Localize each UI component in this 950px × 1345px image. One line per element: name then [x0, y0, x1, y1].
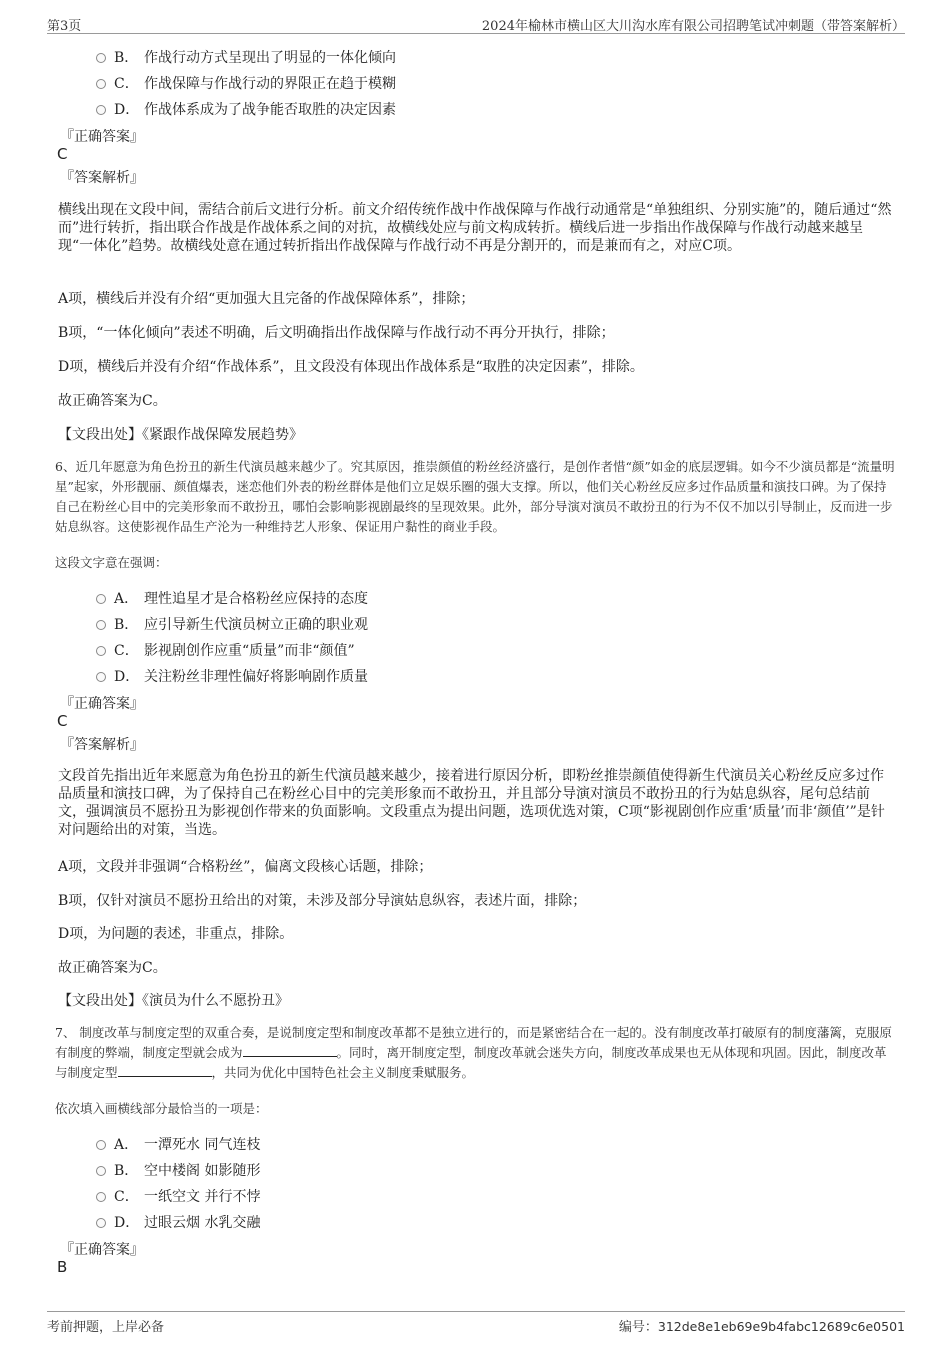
radio-icon[interactable]	[96, 79, 106, 89]
radio-icon[interactable]	[96, 53, 106, 63]
fill-blank-1[interactable]	[243, 1044, 337, 1057]
document-title: 2024年榆林市横山区大川沟水库有限公司招聘笔试冲刺题（带答案解析）	[481, 19, 905, 34]
footer-slogan: 考前押题，上岸必备	[47, 1320, 165, 1335]
page-header	[47, 14, 905, 34]
q7-prompt: 依次填入画横线部分最恰当的一项是：	[55, 1101, 268, 1116]
radio-icon[interactable]	[96, 1218, 106, 1228]
q6-point-d: D项，为问题的表述，非重点，排除。	[58, 926, 294, 942]
q5-analysis-label: 『答案解析』	[60, 170, 144, 186]
q6-analysis: 文段首先指出近年来愿意为角色扮丑的新生代演员越来越少，接着进行原因分析，即粉丝推崇颜值使得新生代演员关心粉丝反应多过作品质量和演技口碑，为了保持自己在粉丝心目中的完美形象而不敢扮丑，并且部分导演对演员不敢扮丑的行为姑息纵容，尾句总结前文，强调演员不愿扮丑为影视创作带来的负面影响。文段重点为提出问题，选项优选对策，C项“影视剧创作应重‘质量’而非‘颜值’”是针对问题给出的对策，当选。	[58, 768, 885, 838]
q6-stem: 6、近几年愿意为角色扮丑的新生代演员越来越少了。究其原因，推崇颜值的粉丝经济盛行，是创作者惜“颜”如金的底层逻辑。如今不少演员都是“流量明星”起家，外形靓丽、颜值爆表，迷恋他们外表的粉丝群体是他们立足娱乐圈的强大支撑。所以，他们关心粉丝反应多过作品质量和演技口碑。为了保持自己在粉丝心目中的完美形象而不敢扮丑，哪怕会影响影视剧最终的呈现效果。此外，部分导演对演员不敢扮丑的行为不仅不加以引导制止，反而进一步姑息纵容。这使影视作品生产沦为一种维持艺人形象、保证用户黏性的商业手段。	[55, 459, 895, 534]
q6-prompt: 这段文字意在强调：	[55, 555, 168, 570]
radio-icon[interactable]	[96, 646, 106, 656]
serial-number: 编号：312de8e1eb69e9b4fabc12689c6e0501	[618, 1319, 905, 1335]
q5-source: 【文段出处】《紧跟作战保障发展趋势》	[58, 427, 303, 443]
q7-answer: B	[57, 1258, 68, 1276]
radio-icon[interactable]	[96, 620, 106, 630]
radio-icon[interactable]	[96, 1140, 106, 1150]
radio-icon[interactable]	[96, 594, 106, 604]
page-footer	[47, 1311, 905, 1333]
q5-analysis: 横线出现在文段中间，需结合前后文进行分析。前文介绍传统作战中作战保障与作战行动通常是“单独组织、分别实施”的，随后通过“然而”进行转折，指出联合作战是作战体系之间的对抗，故横线处应与前文构成转折。横线后进一步指出作战保障与作战行动越来越呈现“一体化”趋势。故横线处意在通过转折指出作战保障与作战行动不再是分割开的，而是兼而有之，对应C项。	[58, 202, 892, 254]
radio-icon[interactable]	[96, 672, 106, 682]
q6-answer: C	[57, 712, 68, 730]
q7-stem: 7、 制度改革与制度定型的双重合奏，是说制度定型和制度改革都不是独立进行的，而是紧密结合在一起的。没有制度改革打破原有的制度藩篱，克服原有制度的弊端，制度定型就会成为 。同时，离开制度定型，制度改革就会迷失方向，制度改革成果也无从体现和巩固。因此，制度改革与制度定型 ，共同为优化中国特色社会主义制度秉赋服务。	[55, 1025, 892, 1080]
radio-icon[interactable]	[96, 1166, 106, 1176]
radio-icon[interactable]	[96, 105, 106, 115]
radio-icon[interactable]	[96, 1192, 106, 1202]
q5-point-b: B项，“一体化倾向”表述不明确，后文明确指出作战保障与作战行动不再分开执行，排除；	[58, 325, 615, 341]
page-number: 第3页	[47, 19, 82, 34]
q6-conclusion: 故正确答案为C。	[58, 960, 167, 976]
q7-answer-label: 『正确答案』	[60, 1242, 144, 1258]
fill-blank-2[interactable]	[118, 1064, 212, 1077]
q5-point-a: A项，横线后并没有介绍“更加强大且完备的作战保障体系”，排除；	[58, 291, 475, 307]
q6-source: 【文段出处】《演员为什么不愿扮丑》	[58, 993, 289, 1009]
q5-conclusion: 故正确答案为C。	[58, 393, 167, 409]
q5-answer: C	[57, 145, 68, 163]
q6-point-b: B项，仅针对演员不愿扮丑给出的对策，未涉及部分导演姑息纵容，表述片面，排除；	[58, 893, 587, 909]
q6-answer-label: 『正确答案』	[60, 696, 144, 712]
q5-answer-label: 『正确答案』	[60, 129, 144, 145]
q5-point-d: D项，横线后并没有介绍“作战体系”，且文段没有体现出作战体系是“取胜的决定因素”，排除。	[58, 359, 644, 375]
q6-point-a: A项，文段并非强调“合格粉丝”，偏离文段核心话题，排除；	[58, 859, 433, 875]
q6-analysis-label: 『答案解析』	[60, 737, 144, 753]
